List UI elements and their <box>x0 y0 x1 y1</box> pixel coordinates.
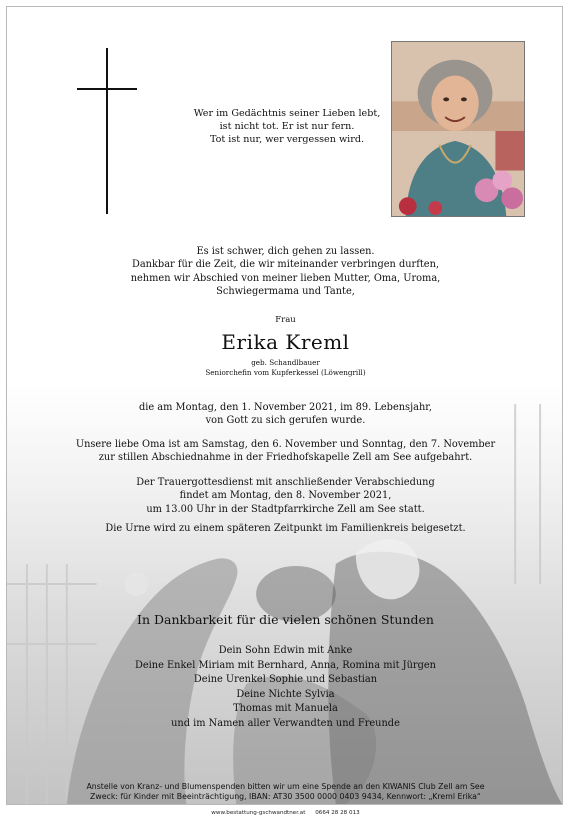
verse-line: ist nicht tot. Er ist nur fern. <box>219 121 355 132</box>
family-item: Deine Nichte Sylvia <box>236 688 335 700</box>
donation-line: Anstelle von Kranz- und Blumenspenden bitten wir um eine Spende an den KIWANIS Club Zell am See <box>86 782 485 791</box>
intro-line: Dankbar für die Zeit, die wir miteinander verbringen durften, <box>131 259 439 271</box>
intro-line: Es ist schwer, dich gehen zu lassen. <box>196 246 375 257</box>
occupation: Seniorchefin vom Kupferkessel (Löwengrill) <box>205 368 366 377</box>
birth-name: geb. Schandlbauer <box>251 358 320 367</box>
verse-line: Tot ist nur, wer vergessen wird. <box>209 134 365 145</box>
funeral-line: Der Trauergottesdienst mit anschließender Verabschiedung <box>136 477 435 488</box>
deceased-name: Erika Kreml <box>221 330 350 354</box>
viewing-text <box>7 438 563 465</box>
intro-text <box>7 245 563 299</box>
verse-line: Wer im Gedächtnis seiner Lieben lebt, <box>193 108 381 119</box>
memorial-verse <box>172 107 402 146</box>
salutation: Frau <box>275 315 296 325</box>
urn-text: Die Urne wird zu einem späteren Zeitpunkt im Familienkreis beigesetzt. <box>105 523 466 534</box>
died-line: von Gott zu sich gerufen wurde. <box>205 415 366 427</box>
family-item: Thomas mit Manuela <box>233 703 338 715</box>
footer-phone: 0664 28 28 013 <box>315 810 360 816</box>
notice-frame <box>6 6 563 805</box>
gratitude-heading: In Dankbarkeit für die vielen schönen Stunden <box>137 612 434 627</box>
funeral-text <box>7 476 563 516</box>
wake-line: Unsere liebe Oma ist am Samstag, den 6. November und Sonntag, den 7. November <box>75 439 496 450</box>
donation-line: Zweck: für Kinder mit Beeinträchtigung, IBAN: AT30 3500 0000 0403 9434, Kennwort: „Kreml Erika“ <box>90 792 481 802</box>
footer <box>0 810 571 816</box>
cross-icon <box>77 48 137 214</box>
name-subtitle <box>7 358 563 378</box>
died-line: die am Montag, den 1. November 2021, im 89. Lebensjahr, <box>138 402 432 413</box>
funeral-line: findet am Montag, den 8. November 2021, <box>179 490 392 502</box>
footer-website: www.bestattung-gschwandtner.at <box>211 810 306 816</box>
family-item: und im Namen aller Verwandten und Freunde <box>171 717 400 729</box>
death-date-text <box>7 401 563 428</box>
family-item: Deine Urenkel Sophie und Sebastian <box>193 674 378 686</box>
wake-line: zur stillen Abschiednahme in der Friedhofskapelle Zell am See aufgebahrt. <box>98 452 473 464</box>
intro-line: Schwiegermama und Tante, <box>216 286 355 298</box>
family-item: Dein Sohn Edwin mit Anke <box>218 645 353 656</box>
funeral-line: um 13.00 Uhr in der Stadtpfarrkirche Zell am See statt. <box>146 503 425 515</box>
intro-line: nehmen wir Abschied von meiner lieben Mutter, Oma, Uroma, <box>130 272 441 284</box>
family-list <box>7 644 563 732</box>
portrait-photo <box>391 41 525 217</box>
donation-note <box>7 782 563 803</box>
family-item: Deine Enkel Miriam mit Bernhard, Anna, Romina mit Jürgen <box>135 659 436 671</box>
